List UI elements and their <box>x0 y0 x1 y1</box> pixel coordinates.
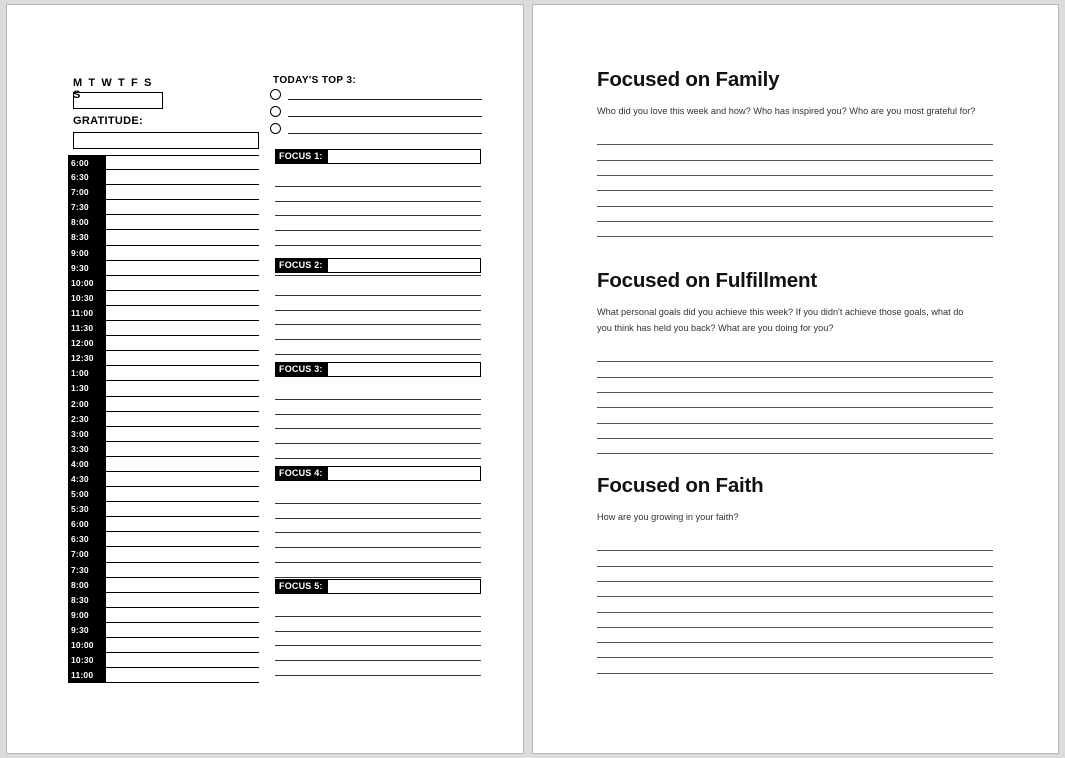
section-writing-line[interactable] <box>597 362 993 377</box>
reflection-section <box>597 474 993 674</box>
schedule-slot-writing-line[interactable] <box>106 412 259 426</box>
section-writing-line[interactable] <box>597 658 993 673</box>
schedule-slot[interactable] <box>68 291 259 306</box>
schedule-slot[interactable] <box>68 215 259 230</box>
section-writing-line[interactable] <box>597 161 993 176</box>
section-writing-line[interactable] <box>597 207 993 222</box>
schedule-slot[interactable] <box>68 306 259 321</box>
section-title: Focused on Fulfillment <box>597 269 817 292</box>
schedule-slot-time: 6:30 <box>68 170 106 184</box>
schedule-slot-time: 2:30 <box>68 412 106 426</box>
section-writing-line[interactable] <box>597 347 993 362</box>
schedule-slot-time: 1:00 <box>68 366 106 380</box>
focus-block-lines <box>275 489 481 578</box>
schedule-slot-time: 6:00 <box>68 156 106 169</box>
schedule-slot-writing-line[interactable] <box>106 442 259 456</box>
focus-writing-line[interactable] <box>275 519 481 534</box>
schedule-slot-time: 8:00 <box>68 215 106 229</box>
section-writing-line[interactable] <box>597 439 993 454</box>
schedule-slot[interactable] <box>68 381 259 396</box>
schedule-slot[interactable] <box>68 185 259 200</box>
schedule-slot[interactable] <box>68 155 259 170</box>
circle-checkbox-icon[interactable] <box>270 123 281 134</box>
top-3-writing-line[interactable] <box>288 123 482 134</box>
schedule-slot[interactable] <box>68 261 259 276</box>
focus-writing-line[interactable] <box>275 504 481 519</box>
focus-writing-line[interactable] <box>275 429 481 444</box>
focus-block-header[interactable] <box>275 149 481 164</box>
schedule-slot[interactable] <box>68 608 259 623</box>
schedule-slot[interactable] <box>68 412 259 427</box>
schedule-slot-writing-line[interactable] <box>106 608 259 622</box>
schedule-slot-writing-line[interactable] <box>106 502 259 516</box>
schedule-slot-time: 9:30 <box>68 623 106 637</box>
schedule-slot-writing-line[interactable] <box>106 427 259 441</box>
focus-writing-line[interactable] <box>275 602 481 617</box>
focus-writing-line[interactable] <box>275 325 481 340</box>
schedule-slot-writing-line[interactable] <box>106 487 259 501</box>
top-3-item[interactable] <box>270 87 482 102</box>
focus-writing-line[interactable] <box>275 296 481 311</box>
section-prompt: How are you growing in your faith? <box>597 512 739 522</box>
section-writing-line[interactable] <box>597 424 993 439</box>
focus-writing-line[interactable] <box>275 661 481 676</box>
section-writing-line[interactable] <box>597 567 993 582</box>
focus-writing-line[interactable] <box>275 563 481 578</box>
schedule-slot-writing-line[interactable] <box>106 246 259 260</box>
section-lines <box>597 536 993 674</box>
gratitude-input-box[interactable] <box>73 132 259 149</box>
section-writing-line[interactable] <box>597 408 993 423</box>
focus-writing-line[interactable] <box>275 340 481 355</box>
schedule-slot[interactable] <box>68 170 259 185</box>
focus-block <box>275 258 481 370</box>
schedule-slot-writing-line[interactable] <box>106 215 259 229</box>
schedule-slot-writing-line[interactable] <box>106 306 259 320</box>
section-writing-line[interactable] <box>597 145 993 160</box>
section-prompt: Who did you love this week and how? Who has inspired you? Who are you most grateful for? <box>597 106 976 116</box>
section-writing-line[interactable] <box>597 628 993 643</box>
schedule-slot-time: 11:00 <box>68 306 106 320</box>
schedule-slot-writing-line[interactable] <box>106 563 259 577</box>
schedule-slot-time: 4:30 <box>68 472 106 486</box>
focus-block-label: FOCUS 1: <box>276 150 328 163</box>
schedule-slot[interactable] <box>68 578 259 593</box>
section-writing-line[interactable] <box>597 393 993 408</box>
day-of-week-header: M T W T F S S <box>73 77 153 101</box>
section-writing-line[interactable] <box>597 597 993 612</box>
schedule-slot-writing-line[interactable] <box>106 291 259 305</box>
schedule-slot[interactable] <box>68 230 259 245</box>
schedule-slot-time: 3:00 <box>68 427 106 441</box>
schedule-slot-writing-line[interactable] <box>106 200 259 214</box>
focus-block-header[interactable] <box>275 466 481 481</box>
schedule-slot[interactable] <box>68 472 259 487</box>
schedule-slot-time: 7:00 <box>68 185 106 199</box>
focus-writing-line[interactable] <box>275 172 481 187</box>
schedule-slot[interactable] <box>68 502 259 517</box>
schedule-slot-writing-line[interactable] <box>106 366 259 380</box>
focus-writing-line[interactable] <box>275 548 481 563</box>
section-writing-line[interactable] <box>597 613 993 628</box>
gratitude-label: GRATITUDE: <box>73 115 144 127</box>
focus-block-lines <box>275 281 481 370</box>
schedule-slot-writing-line[interactable] <box>106 156 259 169</box>
schedule-slot-writing-line[interactable] <box>106 593 259 607</box>
top-3-item[interactable] <box>270 121 482 136</box>
schedule-slot-time: 6:00 <box>68 517 106 531</box>
top-3-writing-line[interactable] <box>288 106 482 117</box>
schedule-slot-writing-line[interactable] <box>106 261 259 275</box>
section-writing-line[interactable] <box>597 643 993 658</box>
schedule-slot-time: 2:00 <box>68 397 106 411</box>
focus-writing-line[interactable] <box>275 400 481 415</box>
schedule-slot[interactable] <box>68 563 259 578</box>
schedule-slot-writing-line[interactable] <box>106 623 259 637</box>
schedule-slot-writing-line[interactable] <box>106 653 259 667</box>
schedule-slot-writing-line[interactable] <box>106 230 259 244</box>
schedule-slot-time: 5:30 <box>68 502 106 516</box>
focus-writing-line[interactable] <box>275 489 481 504</box>
focus-writing-line[interactable] <box>275 533 481 548</box>
schedule-slot-time: 4:00 <box>68 457 106 471</box>
schedule-slot-time: 6:30 <box>68 532 106 546</box>
schedule-slot-writing-line[interactable] <box>106 321 259 335</box>
section-lines <box>597 347 993 454</box>
schedule-slot-time: 9:30 <box>68 261 106 275</box>
section-writing-line[interactable] <box>597 378 993 393</box>
schedule-slot-writing-line[interactable] <box>106 578 259 592</box>
schedule-slot-writing-line[interactable] <box>106 185 259 199</box>
focus-writing-line[interactable] <box>275 281 481 296</box>
schedule-slot-time: 3:30 <box>68 442 106 456</box>
schedule-slot-time: 10:30 <box>68 653 106 667</box>
focus-block-lines <box>275 385 481 474</box>
schedule-slot-time: 10:00 <box>68 638 106 652</box>
section-writing-line[interactable] <box>597 130 993 145</box>
focus-block-header[interactable] <box>275 258 481 273</box>
schedule-slot-time: 10:00 <box>68 276 106 290</box>
schedule-slot-writing-line[interactable] <box>106 532 259 546</box>
focus-block-lines <box>275 602 481 676</box>
focus-block-label: FOCUS 4: <box>276 467 328 480</box>
todays-top-3-list <box>270 87 482 138</box>
top-3-writing-line[interactable] <box>288 89 482 100</box>
focus-block-header[interactable] <box>275 579 481 594</box>
schedule-slot[interactable] <box>68 351 259 366</box>
focus-writing-line[interactable] <box>275 444 481 459</box>
section-writing-line[interactable] <box>597 222 993 237</box>
focus-block-label: FOCUS 5: <box>276 580 328 593</box>
focus-block <box>275 579 481 676</box>
focus-block-header[interactable] <box>275 362 481 377</box>
schedule-slot[interactable] <box>68 593 259 608</box>
schedule-slot-writing-line[interactable] <box>106 638 259 652</box>
focus-writing-line[interactable] <box>275 632 481 647</box>
schedule-slot[interactable] <box>68 638 259 653</box>
schedule-slot-writing-line[interactable] <box>106 336 259 350</box>
schedule-slot-writing-line[interactable] <box>106 381 259 395</box>
focus-writing-line[interactable] <box>275 216 481 231</box>
schedule-slot-writing-line[interactable] <box>106 547 259 561</box>
focus-block <box>275 149 481 276</box>
section-title: Focused on Faith <box>597 474 764 497</box>
focus-writing-line[interactable] <box>275 385 481 400</box>
date-input-box[interactable] <box>73 92 163 109</box>
schedule-slot[interactable] <box>68 397 259 412</box>
focus-block-label: FOCUS 2: <box>276 259 328 272</box>
schedule-slot[interactable] <box>68 532 259 547</box>
schedule-slot-writing-line[interactable] <box>106 472 259 486</box>
schedule-slot[interactable] <box>68 276 259 291</box>
schedule-slot-time: 11:00 <box>68 668 106 682</box>
focus-block <box>275 466 481 578</box>
section-lines <box>597 130 993 237</box>
top-3-item[interactable] <box>270 104 482 119</box>
schedule-slot-time: 10:30 <box>68 291 106 305</box>
schedule-slot-time: 7:30 <box>68 200 106 214</box>
section-writing-line[interactable] <box>597 551 993 566</box>
schedule-slot-time: 7:30 <box>68 563 106 577</box>
schedule-slot[interactable] <box>68 246 259 261</box>
schedule-slot-time: 8:30 <box>68 593 106 607</box>
schedule-slot-writing-line[interactable] <box>106 397 259 411</box>
focus-writing-line[interactable] <box>275 231 481 246</box>
section-writing-line[interactable] <box>597 176 993 191</box>
schedule-slot[interactable] <box>68 442 259 457</box>
schedule-slot[interactable] <box>68 653 259 668</box>
left-page-sheet <box>6 4 524 754</box>
focus-writing-line[interactable] <box>275 187 481 202</box>
focus-writing-line[interactable] <box>275 646 481 661</box>
schedule-slot-writing-line[interactable] <box>106 668 259 682</box>
schedule-slot[interactable] <box>68 487 259 502</box>
daily-schedule <box>68 155 259 683</box>
schedule-slot[interactable] <box>68 547 259 562</box>
schedule-slot[interactable] <box>68 668 259 683</box>
schedule-slot[interactable] <box>68 623 259 638</box>
schedule-slot-writing-line[interactable] <box>106 276 259 290</box>
focus-writing-line[interactable] <box>275 311 481 326</box>
schedule-slot-writing-line[interactable] <box>106 351 259 365</box>
schedule-slot-time: 8:30 <box>68 230 106 244</box>
todays-top-3-label: TODAY'S TOP 3: <box>273 75 357 86</box>
schedule-slot-time: 8:00 <box>68 578 106 592</box>
schedule-slot-writing-line[interactable] <box>106 517 259 531</box>
schedule-slot[interactable] <box>68 200 259 215</box>
focus-block <box>275 362 481 474</box>
schedule-slot[interactable] <box>68 321 259 336</box>
schedule-slot[interactable] <box>68 366 259 381</box>
focus-writing-line[interactable] <box>275 202 481 217</box>
schedule-slot-time: 7:00 <box>68 547 106 561</box>
section-writing-line[interactable] <box>597 191 993 206</box>
schedule-slot[interactable] <box>68 457 259 472</box>
section-writing-line[interactable] <box>597 582 993 597</box>
focus-writing-line[interactable] <box>275 415 481 430</box>
reflection-section <box>597 68 993 237</box>
schedule-slot[interactable] <box>68 336 259 351</box>
section-title: Focused on Family <box>597 68 780 91</box>
schedule-slot[interactable] <box>68 427 259 442</box>
schedule-slot-time: 12:30 <box>68 351 106 365</box>
schedule-slot-writing-line[interactable] <box>106 457 259 471</box>
schedule-slot-time: 9:00 <box>68 246 106 260</box>
schedule-slot-time: 1:30 <box>68 381 106 395</box>
focus-block-label: FOCUS 3: <box>276 363 328 376</box>
section-writing-line[interactable] <box>597 536 993 551</box>
focus-writing-line[interactable] <box>275 617 481 632</box>
reflection-section <box>597 269 993 454</box>
schedule-slot-time: 5:00 <box>68 487 106 501</box>
schedule-slot[interactable] <box>68 517 259 532</box>
circle-checkbox-icon[interactable] <box>270 89 281 100</box>
schedule-slot-time: 11:30 <box>68 321 106 335</box>
circle-checkbox-icon[interactable] <box>270 106 281 117</box>
schedule-slot-time: 9:00 <box>68 608 106 622</box>
schedule-slot-writing-line[interactable] <box>106 170 259 184</box>
section-prompt: What personal goals did you achieve this week? If you didn't achieve those goals, what do you think has held you back? What are you doing for you? <box>597 307 964 334</box>
schedule-slot-time: 12:00 <box>68 336 106 350</box>
